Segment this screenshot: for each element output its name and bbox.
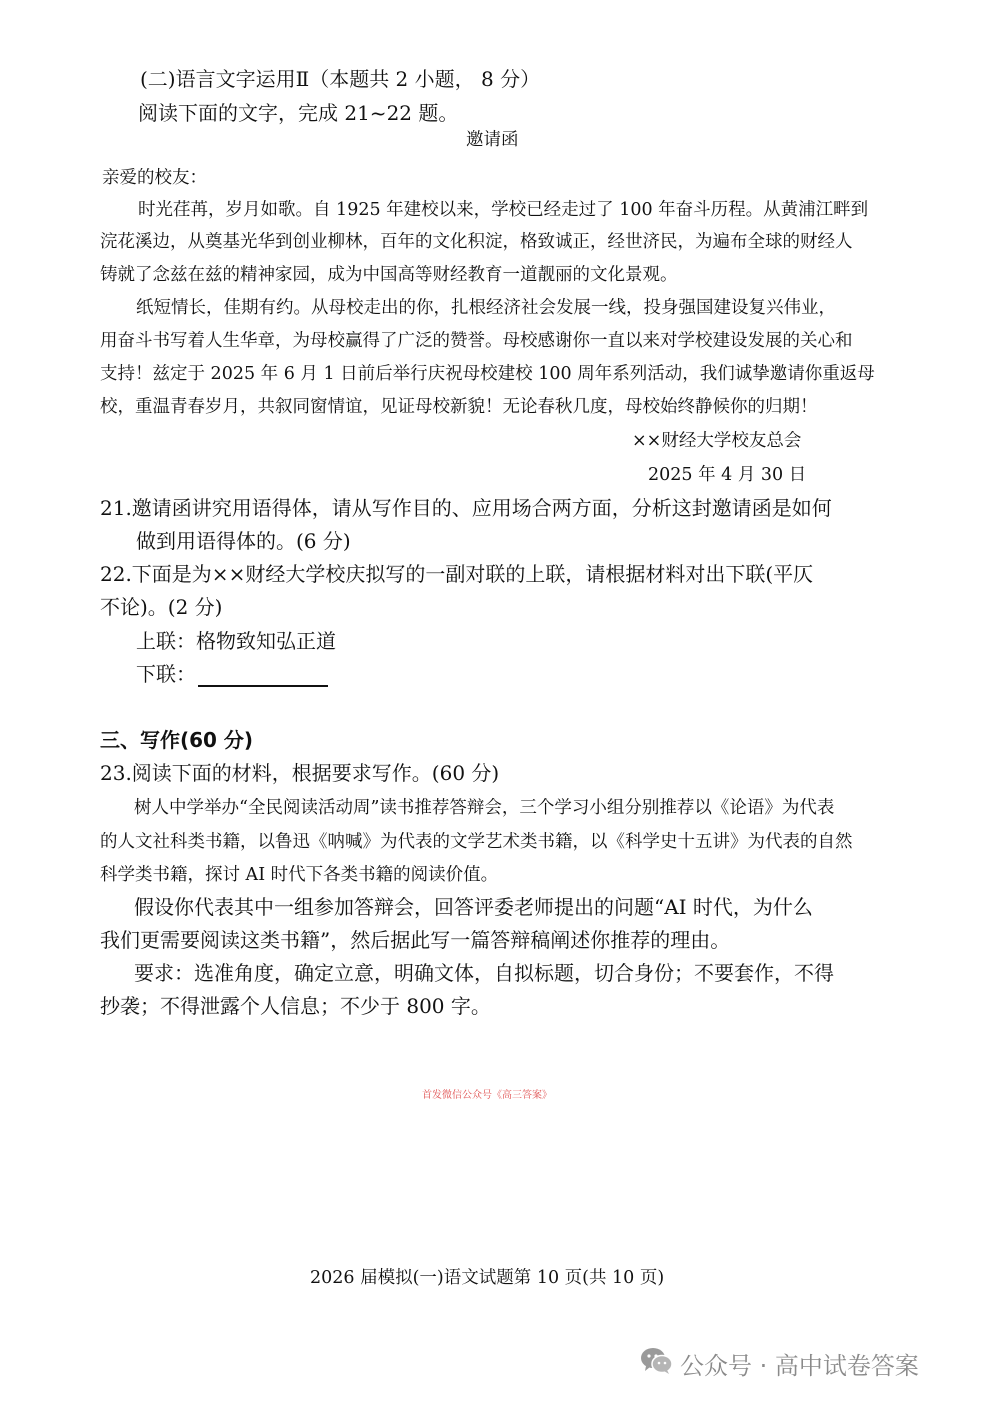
q22-line2: 不论)。(2 分) [100, 595, 223, 619]
letter-line: 铸就了念兹在兹的精神家园，成为中国高等财经教育一道靓丽的文化景观。 [100, 265, 678, 285]
q22-upper-couplet: 上联：格物致知弘正道 [136, 629, 336, 653]
letter-line: 浣花溪边，从奠基光华到创业柳林，百年的文化积淀，格致诚正，经世济民，为遍布全球的财经人 [100, 232, 853, 252]
q23-requirement-line: 要求：选准角度，确定立意，明确文体，自拟标题，切合身份；不要套作，不得 [134, 961, 834, 985]
q22-line1: 22.下面是为××财经大学校庆拟写的一副对联的上联，请根据材料对出下联(平仄 [100, 562, 814, 586]
letter-line: 校，重温青春岁月，共叙同窗情谊，见证母校新貌！无论春秋几度，母校始终静候你的归期！ [100, 397, 818, 417]
q21-line2: 做到用语得体的。(6 分) [136, 529, 351, 553]
q23-line1: 23.阅读下面的材料，根据要求写作。(60 分) [100, 761, 500, 785]
letter-salutation: 亲爱的校友： [102, 168, 207, 188]
section3-title: 三、写作(60 分) [100, 728, 254, 752]
q21-line1: 21.邀请函讲究用语得体，请从写作目的、应用场合两方面，分析这封邀请函是如何 [100, 496, 832, 520]
letter-heading: 邀请函 [466, 130, 519, 150]
letter-date: 2025 年 4 月 30 日 [648, 465, 807, 485]
letter-line: 时光荏苒，岁月如歌。自 1925 年建校以来，学校已经走过了 100 年奋斗历程。从黄浦江畔到 [138, 200, 869, 220]
q23-task-line: 我们更需要阅读这类书籍”，然后据此写一篇答辩稿阐述你推荐的理由。 [100, 928, 731, 952]
q22-lower-label: 下联： [136, 662, 196, 686]
footer-page-info: 2026 届模拟(一)语文试题第 10 页(共 10 页) [310, 1268, 665, 1288]
q23-material-line: 科学类书籍，探讨 AI 时代下各类书籍的阅读价值。 [100, 865, 499, 885]
q22-lower-couplet [136, 661, 328, 687]
letter-line: 支持！兹定于 2025 年 6 月 1 日前后举行庆祝母校建校 100 周年系列活动，我们诚挚邀请你重返母 [100, 364, 875, 384]
section2-title: (二)语言文字运用Ⅱ（本题共 2 小题， 8 分） [140, 67, 541, 91]
q23-requirement-line: 抄袭；不得泄露个人信息；不少于 800 字。 [100, 994, 491, 1018]
letter-line: 纸短情长，佳期有约。从母校走出的你，扎根经济社会发展一线，投身强国建设复兴伟业， [136, 298, 836, 318]
q23-task-line: 假设你代表其中一组参加答辩会，回答评委老师提出的问题“AI 时代，为什么 [134, 895, 813, 919]
footer-brand: 公众号 · 高中试卷答案 [680, 1352, 919, 1380]
answer-blank-line [198, 665, 328, 687]
q23-material-line: 的人文社科类书籍，以鲁迅《呐喊》为代表的文学艺术类书籍，以《科学史十五讲》为代表的自然 [100, 832, 853, 852]
q23-material-line: 树人中学举办“全民阅读活动周”读书推荐答辩会，三个学习小组分别推荐以《论语》为代表 [134, 798, 835, 818]
letter-line: 用奋斗书写着人生华章，为母校赢得了广泛的赞誉。母校感谢你一直以来对学校建设发展的关心和 [100, 331, 853, 351]
letter-signature: ××财经大学校友总会 [632, 431, 802, 451]
section2-instruction: 阅读下面的文字，完成 21~22 题。 [138, 101, 459, 125]
watermark-text: 首发微信公众号《高三答案》 [422, 1090, 552, 1101]
wechat-icon [640, 1346, 674, 1376]
